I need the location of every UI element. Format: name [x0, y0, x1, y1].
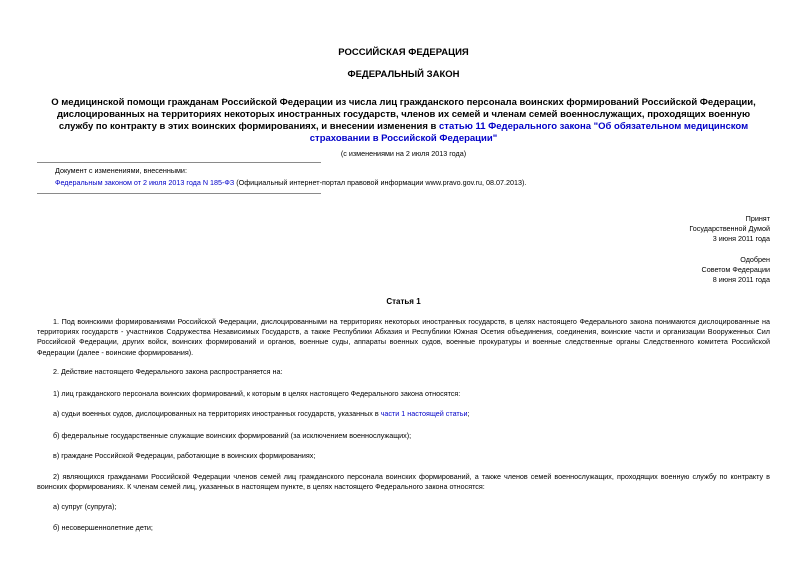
country-heading: РОССИЙСКАЯ ФЕДЕРАЦИЯ — [338, 47, 469, 58]
p4-text: а) судьи военных судов, дислоцированных на территориях иностранных государств, указанных в — [53, 409, 381, 418]
amending-law-link[interactable]: Федеральным законом от 2 июля 2013 года N 185-ФЗ — [55, 178, 235, 187]
article-paragraph-2: 2. Действие настоящего Федерального закона распространяется на: — [53, 367, 283, 376]
article-paragraph-8: а) супруг (супруга); — [53, 502, 117, 511]
law-type-heading: ФЕДЕРАЛЬНЫЙ ЗАКОН — [347, 69, 460, 80]
adopted-block — [689, 214, 770, 244]
article-paragraph-6: в) граждане Российской Федерации, работающие в воинских формированиях; — [53, 451, 316, 460]
article-heading: Статья 1 — [386, 297, 421, 306]
article-paragraph-1: 1. Под воинскими формированиями Российской Федерации, дислоцированными на территориях некоторых иностранных государств, в целях настоящего Федерального закона понимаются дислоцированные на территориях государств - участников Содружества Независимых Государств, а также Республики Абхазия и Республики Южная Осетия объединения, соединения, воинские части и организации Вооруженных Сил Российской Федерации, других войск, воинских формирований и органов, военные суды, аппараты военных судов, военные прокуратуры и военные следственные органы Следственного комитета Российской Федерации (далее - воинские формирования). — [37, 317, 770, 357]
bottom-divider — [37, 193, 321, 194]
article-paragraph-9: б) несовершеннолетние дети; — [53, 523, 153, 532]
law-title — [40, 97, 767, 145]
amendment-note: (с изменениями на 2 июля 2013 года) — [340, 149, 467, 158]
adopted-line2: Государственной Думой — [689, 224, 770, 233]
changes-label: Документ с изменениями, внесенными: — [55, 166, 187, 175]
article-paragraph-4 — [37, 409, 770, 419]
law-title-text: О медицинской помощи гражданам Российской Федерации из числа лиц гражданского персонала воинских формирований Российской Федерации, дислоцированных на территориях некоторых иностранных государств, членов их семей и членам семей военнослужащих, проходящих военную службу по контракту в этих воинских формированиях, и внесении изменения в — [51, 97, 756, 132]
part1-link[interactable]: части 1 настоящей статьи — [380, 409, 468, 418]
approved-line1: Одобрен — [740, 255, 770, 264]
amending-law-source: (Официальный интернет-портал правовой информации www.pravo.gov.ru, 08.07.2013). — [234, 178, 527, 187]
top-divider — [37, 162, 321, 163]
approved-line2: Советом Федерации — [701, 265, 770, 274]
changes-line — [55, 178, 775, 188]
law-title-link[interactable]: статью 11 Федерального закона "Об обязательном медицинском страховании в Российской Федерации" — [309, 121, 749, 144]
article-paragraph-5: б) федеральные государственные служащие воинских формирований (за исключением военнослужащих); — [53, 431, 412, 440]
approved-line3: 8 июня 2011 года — [712, 275, 770, 284]
p4-end: ; — [467, 409, 470, 418]
article-paragraph-7: 2) являющихся гражданами Российской Федерации членов семей лиц гражданского персонала воинских формирований, а также членов семей военнослужащих, проходящих военную службу по контракту в воинских формированиях. К членам семей лиц, указанных в настоящем пункте, в целях настоящего Федерального закона относятся: — [37, 472, 770, 492]
adopted-line1: Принят — [745, 214, 770, 223]
adopted-line3: 3 июня 2011 года — [712, 234, 770, 243]
article-paragraph-3: 1) лиц гражданского персонала воинских формирований, к которым в целях настоящего Федерального закона относятся: — [53, 389, 461, 398]
approved-block — [702, 255, 770, 285]
